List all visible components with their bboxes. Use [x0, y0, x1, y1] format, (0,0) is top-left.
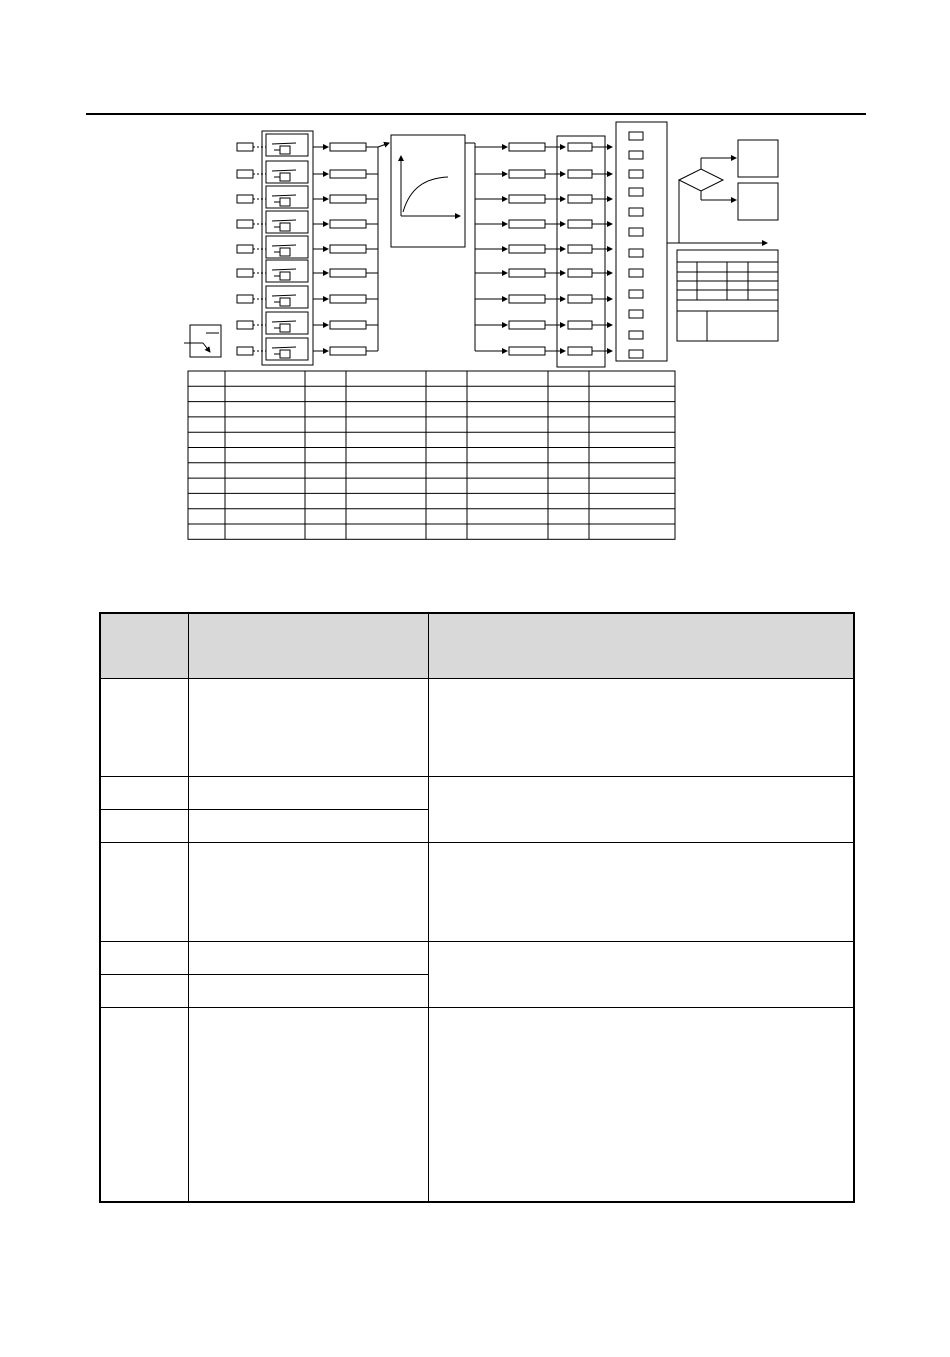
table-cell [100, 1008, 188, 1202]
register-cell [629, 290, 643, 298]
channel-buffer [330, 220, 366, 228]
switch-contact [272, 245, 296, 246]
latch-cell [568, 245, 592, 253]
switch-contact [272, 170, 296, 171]
register-cell [629, 208, 643, 216]
switch-coil [280, 198, 290, 206]
table-cell [100, 679, 188, 777]
switch-coil [280, 298, 290, 306]
channel-buffer [330, 295, 366, 303]
mapping-table [188, 371, 675, 539]
register-cell [629, 249, 643, 257]
register-cell [629, 151, 643, 159]
channel-buffer [330, 245, 366, 253]
register-cell [629, 132, 643, 140]
table-cell [188, 679, 428, 777]
table-cell [188, 777, 428, 810]
input-terminal [237, 220, 253, 228]
latch-cell [568, 321, 592, 329]
register-cell [629, 269, 643, 277]
switch-cell [266, 134, 308, 156]
table-cell [188, 810, 428, 843]
switch-cell [266, 312, 308, 334]
switch-cell [266, 161, 308, 183]
table-cell [428, 843, 854, 942]
table-cell [428, 777, 854, 843]
switch-cell [266, 286, 308, 308]
block-diagram [0, 0, 950, 560]
switch-cell [266, 236, 308, 258]
table-cell [428, 1008, 854, 1202]
table-cell [188, 843, 428, 942]
latch-cell [568, 195, 592, 203]
latch-cell [568, 143, 592, 151]
selector-switch [184, 325, 221, 357]
table-cell [188, 1008, 428, 1202]
decision-branch [667, 140, 778, 243]
table-cell [428, 942, 854, 1008]
header-cell-1 [100, 613, 188, 679]
table-cell [100, 810, 188, 843]
table-header-row [100, 613, 854, 679]
mapping-table-border [188, 371, 675, 539]
table-cell [428, 679, 854, 777]
output-buffer [509, 143, 545, 151]
switch-cell [266, 338, 308, 360]
header-cell-3 [428, 613, 854, 679]
switch-coil [280, 248, 290, 256]
input-channels [237, 134, 378, 360]
switch-contact [272, 295, 296, 296]
table-cell [100, 942, 188, 975]
input-terminal [237, 295, 253, 303]
switch-contact [272, 269, 296, 270]
input-terminal [237, 143, 253, 151]
output-buffer [509, 170, 545, 178]
header-cell-2 [188, 613, 428, 679]
register-cell [629, 331, 643, 339]
switch-coil [280, 223, 290, 231]
output-buffer [509, 245, 545, 253]
table-cell [100, 975, 188, 1008]
register-cell [629, 188, 643, 196]
switch-contact [272, 347, 296, 348]
table-cell [100, 777, 188, 810]
output-buffer [509, 195, 545, 203]
switch-contact [272, 321, 296, 322]
table-row [100, 679, 854, 777]
channel-buffer [330, 143, 366, 151]
output-buffer [509, 347, 545, 355]
latch-cell [568, 269, 592, 277]
input-terminal [237, 195, 253, 203]
register-column-frame [616, 122, 667, 361]
switch-coil [280, 272, 290, 280]
table-row [100, 1008, 854, 1202]
switch-cell [266, 186, 308, 208]
switch-contact [272, 220, 296, 221]
output-buffer [509, 220, 545, 228]
channel-buffer [330, 321, 366, 329]
table-cell [188, 975, 428, 1008]
channel-buffer [330, 347, 366, 355]
channel-buffer [330, 170, 366, 178]
register-cell [629, 310, 643, 318]
switch-coil [280, 173, 290, 181]
parameter-table [99, 612, 855, 1203]
input-terminal [237, 170, 253, 178]
register-cell [629, 350, 643, 358]
latch-cell [568, 220, 592, 228]
switch-cell [266, 260, 308, 282]
output-buffer [509, 295, 545, 303]
table-cell [100, 843, 188, 942]
switch-cell [266, 211, 308, 233]
table-cell [188, 942, 428, 975]
latch-cell [568, 295, 592, 303]
output-buffer [509, 321, 545, 329]
input-terminal [237, 269, 253, 277]
output-channels [475, 143, 612, 355]
latch-cell [568, 347, 592, 355]
switch-contact [272, 195, 296, 196]
output-latch-frame [557, 136, 605, 367]
response-curve-block [391, 135, 465, 247]
channel-buffer [330, 269, 366, 277]
status-table [677, 250, 778, 341]
switch-contact [272, 143, 296, 144]
table-row [100, 777, 854, 810]
input-terminal [237, 321, 253, 329]
table-row [100, 843, 854, 942]
channel-buffer [330, 195, 366, 203]
switch-coil [280, 146, 290, 154]
output-buffer [509, 269, 545, 277]
input-terminal [237, 245, 253, 253]
switch-coil [280, 350, 290, 358]
table-row [100, 942, 854, 975]
register-cell [629, 170, 643, 178]
input-terminal [237, 347, 253, 355]
switch-coil [280, 324, 290, 332]
register-cell [629, 228, 643, 236]
latch-cell [568, 170, 592, 178]
